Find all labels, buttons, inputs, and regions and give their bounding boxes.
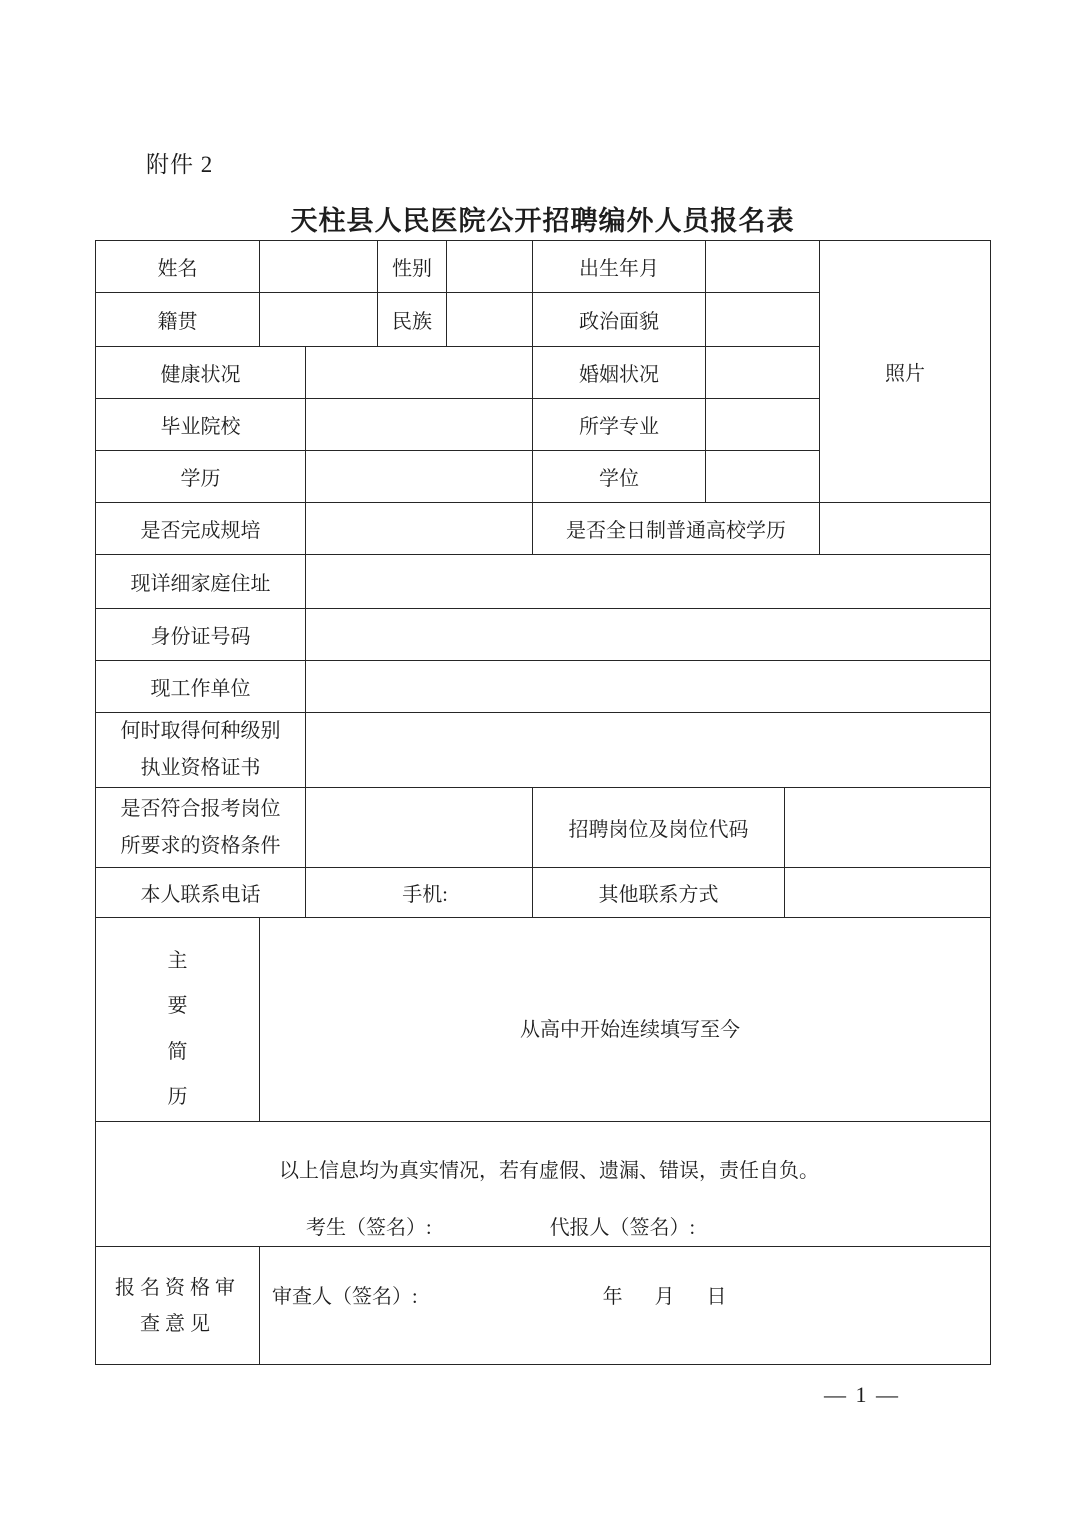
education-input-cell[interactable] — [306, 451, 533, 503]
photo-cell[interactable]: 照片 — [820, 241, 991, 503]
qualification-label-line2: 所要求的资格条件 — [120, 834, 281, 857]
school-input-cell[interactable] — [306, 399, 533, 451]
residency-label: 是否完成规培 — [96, 503, 306, 555]
major-input-cell[interactable] — [706, 399, 820, 451]
reviewer-signature-label[interactable]: 审查人（签名）: — [272, 1286, 418, 1308]
ethnicity-label: 民族 — [378, 293, 447, 347]
certificate-input-cell[interactable] — [306, 713, 991, 788]
health-label: 健康状况 — [96, 347, 306, 399]
review-input-cell[interactable] — [260, 1247, 991, 1365]
native-place-label: 籍贯 — [96, 293, 260, 347]
major-label: 所学专业 — [533, 399, 706, 451]
post-code-input-cell[interactable] — [785, 788, 991, 868]
candidate-signature-label[interactable]: 考生（签名）: — [306, 1217, 432, 1239]
resume-label-vertical — [96, 920, 259, 1120]
qualification-label-line1: 是否符合报考岗位 — [120, 797, 281, 820]
address-input-cell[interactable] — [306, 555, 991, 609]
review-signature-line — [260, 1280, 990, 1331]
resume-char-1: 主 — [167, 949, 188, 972]
ethnicity-input-cell[interactable] — [447, 293, 533, 347]
fulltime-input-cell[interactable] — [820, 503, 991, 555]
review-date-label: 年 月 日 — [602, 1286, 733, 1308]
other-contact-input-cell[interactable] — [785, 868, 991, 918]
declaration-signatures — [96, 1211, 990, 1240]
declaration-text: 以上信息均为真实情况，若有虚假、遗漏、错误，责任自负。 — [279, 1160, 819, 1182]
id-number-label: 身份证号码 — [96, 609, 306, 661]
declaration-cell — [96, 1122, 991, 1247]
fulltime-label: 是否全日制普通高校学历 — [533, 503, 820, 555]
mobile-input-cell[interactable]: 手机: — [306, 868, 533, 918]
degree-input-cell[interactable] — [706, 451, 820, 503]
gender-input-cell[interactable] — [447, 241, 533, 293]
native-place-input-cell[interactable] — [260, 293, 378, 347]
marriage-label: 婚姻状况 — [533, 347, 706, 399]
id-number-input-cell[interactable] — [306, 609, 991, 661]
application-form-table — [95, 240, 991, 1365]
resume-char-2: 要 — [167, 995, 188, 1018]
resume-char-4: 历 — [167, 1086, 188, 1109]
certificate-label-line2: 执业资格证书 — [140, 757, 261, 779]
politics-label: 政治面貌 — [533, 293, 706, 347]
resume-label — [96, 918, 260, 1122]
certificate-label — [96, 713, 306, 788]
name-label: 姓名 — [96, 241, 260, 293]
review-label-line1: 报名资格审 — [115, 1276, 240, 1299]
resume-hint: 从高中开始连续填写至今 — [520, 1019, 740, 1041]
residency-input-cell[interactable] — [306, 503, 533, 555]
review-label — [96, 1247, 260, 1365]
employer-label: 现工作单位 — [96, 661, 306, 713]
qualification-input-cell[interactable] — [306, 788, 533, 868]
review-label-line2: 查意见 — [140, 1312, 215, 1335]
gender-label: 性别 — [378, 241, 447, 293]
post-code-label: 招聘岗位及岗位代码 — [533, 788, 785, 868]
attachment-label: 附件 2 — [146, 152, 214, 177]
qualification-label — [96, 788, 306, 868]
school-label: 毕业院校 — [96, 399, 306, 451]
employer-input-cell[interactable] — [306, 661, 991, 713]
agent-signature-label[interactable]: 代报人（签名）: — [549, 1217, 696, 1239]
page-number: — 1 — — [824, 1382, 900, 1407]
education-label: 学历 — [96, 451, 306, 503]
birth-label: 出生年月 — [533, 241, 706, 293]
phone-label: 本人联系电话 — [96, 868, 306, 918]
health-input-cell[interactable] — [306, 347, 533, 399]
politics-input-cell[interactable] — [706, 293, 820, 347]
name-input-cell[interactable] — [260, 241, 378, 293]
resume-char-3: 简 — [167, 1040, 188, 1063]
page-title: 天柱县人民医院公开招聘编外人员报名表 — [290, 206, 795, 236]
birth-input-cell[interactable] — [706, 241, 820, 293]
resume-input-cell[interactable] — [260, 918, 991, 1122]
marriage-input-cell[interactable] — [706, 347, 820, 399]
other-contact-label: 其他联系方式 — [533, 868, 785, 918]
certificate-label-line1: 何时取得何种级别 — [120, 720, 281, 742]
degree-label: 学位 — [533, 451, 706, 503]
address-label: 现详细家庭住址 — [96, 555, 306, 609]
